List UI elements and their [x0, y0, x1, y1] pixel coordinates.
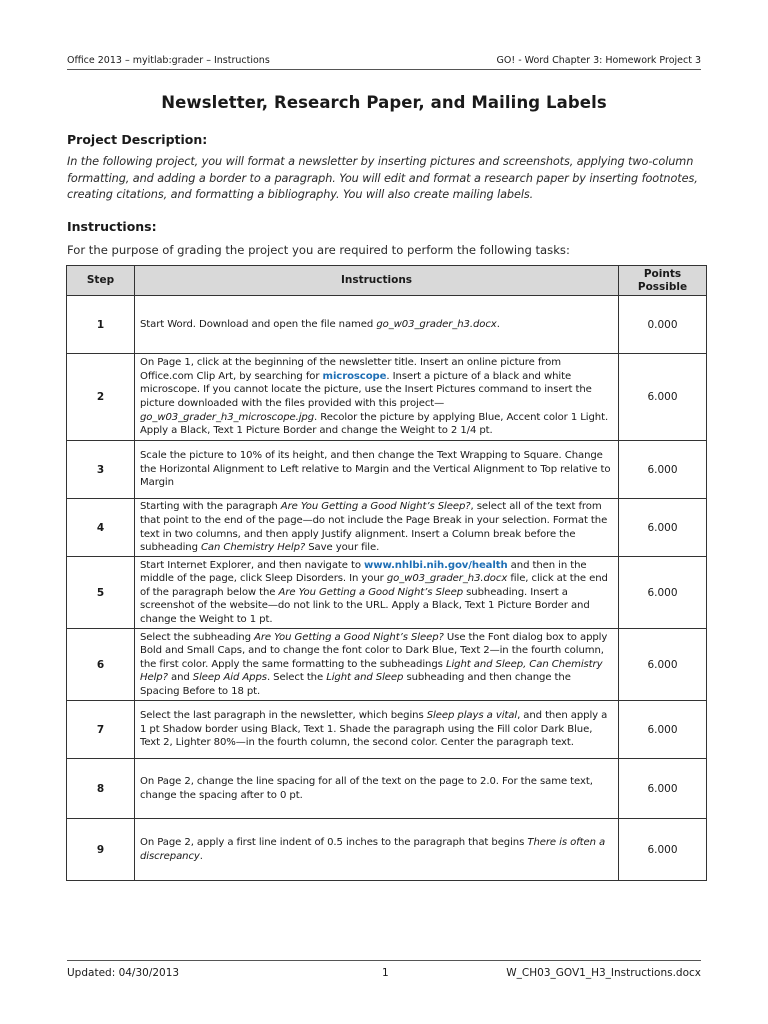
instruction-text: go_w03_grader_h3.docx [376, 318, 497, 330]
instruction-text: Are You Getting a Good Night’s Sleep? [280, 501, 471, 513]
instruction-text: . Insert a picture of a black and white microscope. If you cannot locate the picture, use the Insert Pictures command to insert the picture downloaded with the files provided with this project— [140, 370, 592, 409]
instruction-link-text: www.nhlbi.nih.gov/health [364, 559, 508, 571]
instruction-text: Light and Sleep, Can Chemistry Help? [140, 658, 603, 684]
instruction-text: Can Chemistry Help? [200, 542, 306, 554]
step-instructions [135, 499, 619, 557]
points-possible: 6.000 [619, 819, 707, 881]
steps-table [66, 265, 707, 881]
instruction-text: . Recolor the picture by applying Blue, Accent color 1 Light. Apply a Black, Text 1 Picture Border and change the Weight to 2 1/4 pt. [140, 411, 609, 437]
instruction-text: Start Internet Explorer, and then navigate to [140, 559, 365, 571]
step-instructions [135, 557, 619, 629]
instruction-text: Select the last paragraph in the newsletter, which begins [140, 710, 427, 722]
table-header-row [67, 266, 707, 296]
instruction-text: On Page 2, change the line spacing for all of the text on the page to 2.0. For the same text, change the spacing after to 0 pt. [140, 775, 593, 801]
instruction-text: Use the Font dialog box to apply Bold and Small Caps, and to change the font color to Dark Blue, Text 2—in the fourth column, the first color. Apply the same formatting to the subheadings [140, 631, 608, 670]
step-number: 5 [67, 557, 135, 629]
step-instructions [135, 629, 619, 701]
table-row [67, 819, 707, 881]
step-instructions [135, 296, 619, 354]
header-points-line1: Points [643, 267, 682, 280]
instruction-text: . [199, 850, 203, 862]
step-number: 6 [67, 629, 135, 701]
page-footer [67, 960, 701, 979]
instruction-text: go_w03_grader_h3_microscope.jpg [140, 411, 315, 423]
header-points [619, 266, 707, 296]
instruction-text: go_w03_grader_h3.docx [386, 573, 508, 585]
points-possible: 6.000 [619, 701, 707, 759]
instruction-link-text: microscope [322, 370, 387, 382]
instruction-text: On Page 2, apply a first line indent of 0.5 inches to the paragraph that begins [140, 836, 528, 848]
step-instructions [135, 441, 619, 499]
header-instructions: Instructions [135, 266, 619, 296]
step-number: 8 [67, 759, 135, 819]
instruction-text: Are You Getting a Good Night’s Sleep? [254, 631, 444, 643]
table-row [67, 629, 707, 701]
instruction-text: Starting with the paragraph [140, 501, 281, 513]
instruction-text: file, click at the end of the paragraph below the [140, 573, 608, 598]
points-possible: 6.000 [619, 354, 707, 441]
instruction-text: Save your file. [305, 542, 380, 554]
footer-updated: Updated: 04/30/2013 [67, 967, 180, 979]
page-header [67, 54, 701, 70]
instruction-text: . [496, 318, 500, 330]
step-instructions [135, 701, 619, 759]
table-row [67, 557, 707, 629]
instructions-heading: Instructions: [67, 219, 157, 234]
step-number: 1 [67, 296, 135, 354]
instruction-text: subheading. Insert a screenshot of the website—do not link to the URL. Apply a Black, Text 1 Picture Border and change the Weight to 1 pt. [140, 586, 590, 625]
table-row [67, 499, 707, 557]
instruction-text: Are You Getting a Good Night’s Sleep [278, 586, 464, 598]
instruction-text: Scale the picture to 10% of its height, and then change the Text Wrapping to Square. Change the Horizontal Alignment to Left relative to Margin and the Vertical Alignment to Top relative to Margin [140, 450, 611, 489]
project-description-text: In the following project, you will format a newsletter by inserting pictures and screenshots, applying two-column formatting, and adding a border to a paragraph. You will edit and format a research paper by inserting footnotes, creating citations, and formatting a bibliography. You will also create mailing labels. [67, 155, 698, 201]
step-number: 4 [67, 499, 135, 557]
instruction-text: and then in the middle of the page, click Sleep Disorders. In your [140, 559, 587, 585]
table-row [67, 296, 707, 354]
points-possible: 0.000 [619, 296, 707, 354]
instruction-text: and [167, 672, 193, 684]
instructions-intro: For the purpose of grading the project you are required to perform the following tasks: [67, 243, 570, 257]
project-description-heading: Project Description: [67, 132, 208, 147]
table-row [67, 759, 707, 819]
header-points-line2: Possible [637, 280, 688, 293]
points-possible: 6.000 [619, 759, 707, 819]
instruction-text: , select all of the text from that point to the end of the page—do not include the Page Break in your selection. Format the text in two columns, and then apply Justify alignment. Insert a Column break before the subheading [140, 501, 608, 554]
table-row [67, 354, 707, 441]
step-number: 7 [67, 701, 135, 759]
step-number: 9 [67, 819, 135, 881]
instruction-text: Start Word. Download and open the file named [140, 318, 377, 330]
instruction-text: Select the subheading [140, 631, 255, 643]
table-row [67, 441, 707, 499]
points-possible: 6.000 [619, 629, 707, 701]
instruction-text: Light and Sleep [326, 672, 404, 684]
footer-filename: W_CH03_GOV1_H3_Instructions.docx [506, 967, 701, 979]
instruction-text: subheading and then change the Spacing Before to 18 pt. [140, 672, 571, 697]
table-row [67, 701, 707, 759]
instruction-text: On Page 1, click at the beginning of the newsletter title. Insert an online picture from Office.com Clip Art, by searching for [140, 357, 561, 382]
step-number: 3 [67, 441, 135, 499]
instruction-text: Sleep Aid Apps [192, 672, 267, 684]
step-instructions [135, 354, 619, 441]
points-possible: 6.000 [619, 441, 707, 499]
step-number: 2 [67, 354, 135, 441]
instruction-text: , and then apply a 1 pt Shadow border using Black, Text 1. Shade the paragraph using the Fill color Dark Blue, Text 2, Lighter 80%—in the fourth column, the second color. Center the paragraph text. [140, 710, 608, 749]
instruction-text: Sleep plays a vital [426, 710, 518, 722]
step-instructions [135, 819, 619, 881]
footer-page-number: 1 [382, 967, 389, 979]
document-title: Newsletter, Research Paper, and Mailing Labels [161, 93, 607, 112]
header-step: Step [67, 266, 135, 296]
instruction-text: . Select the [266, 672, 327, 684]
step-instructions [135, 759, 619, 819]
header-right: GO! - Word Chapter 3: Homework Project 3 [496, 55, 701, 66]
instruction-text: There is often a discrepancy [140, 836, 606, 862]
header-left: Office 2013 – myitlab:grader – Instructions [67, 55, 270, 66]
points-possible: 6.000 [619, 557, 707, 629]
points-possible: 6.000 [619, 499, 707, 557]
